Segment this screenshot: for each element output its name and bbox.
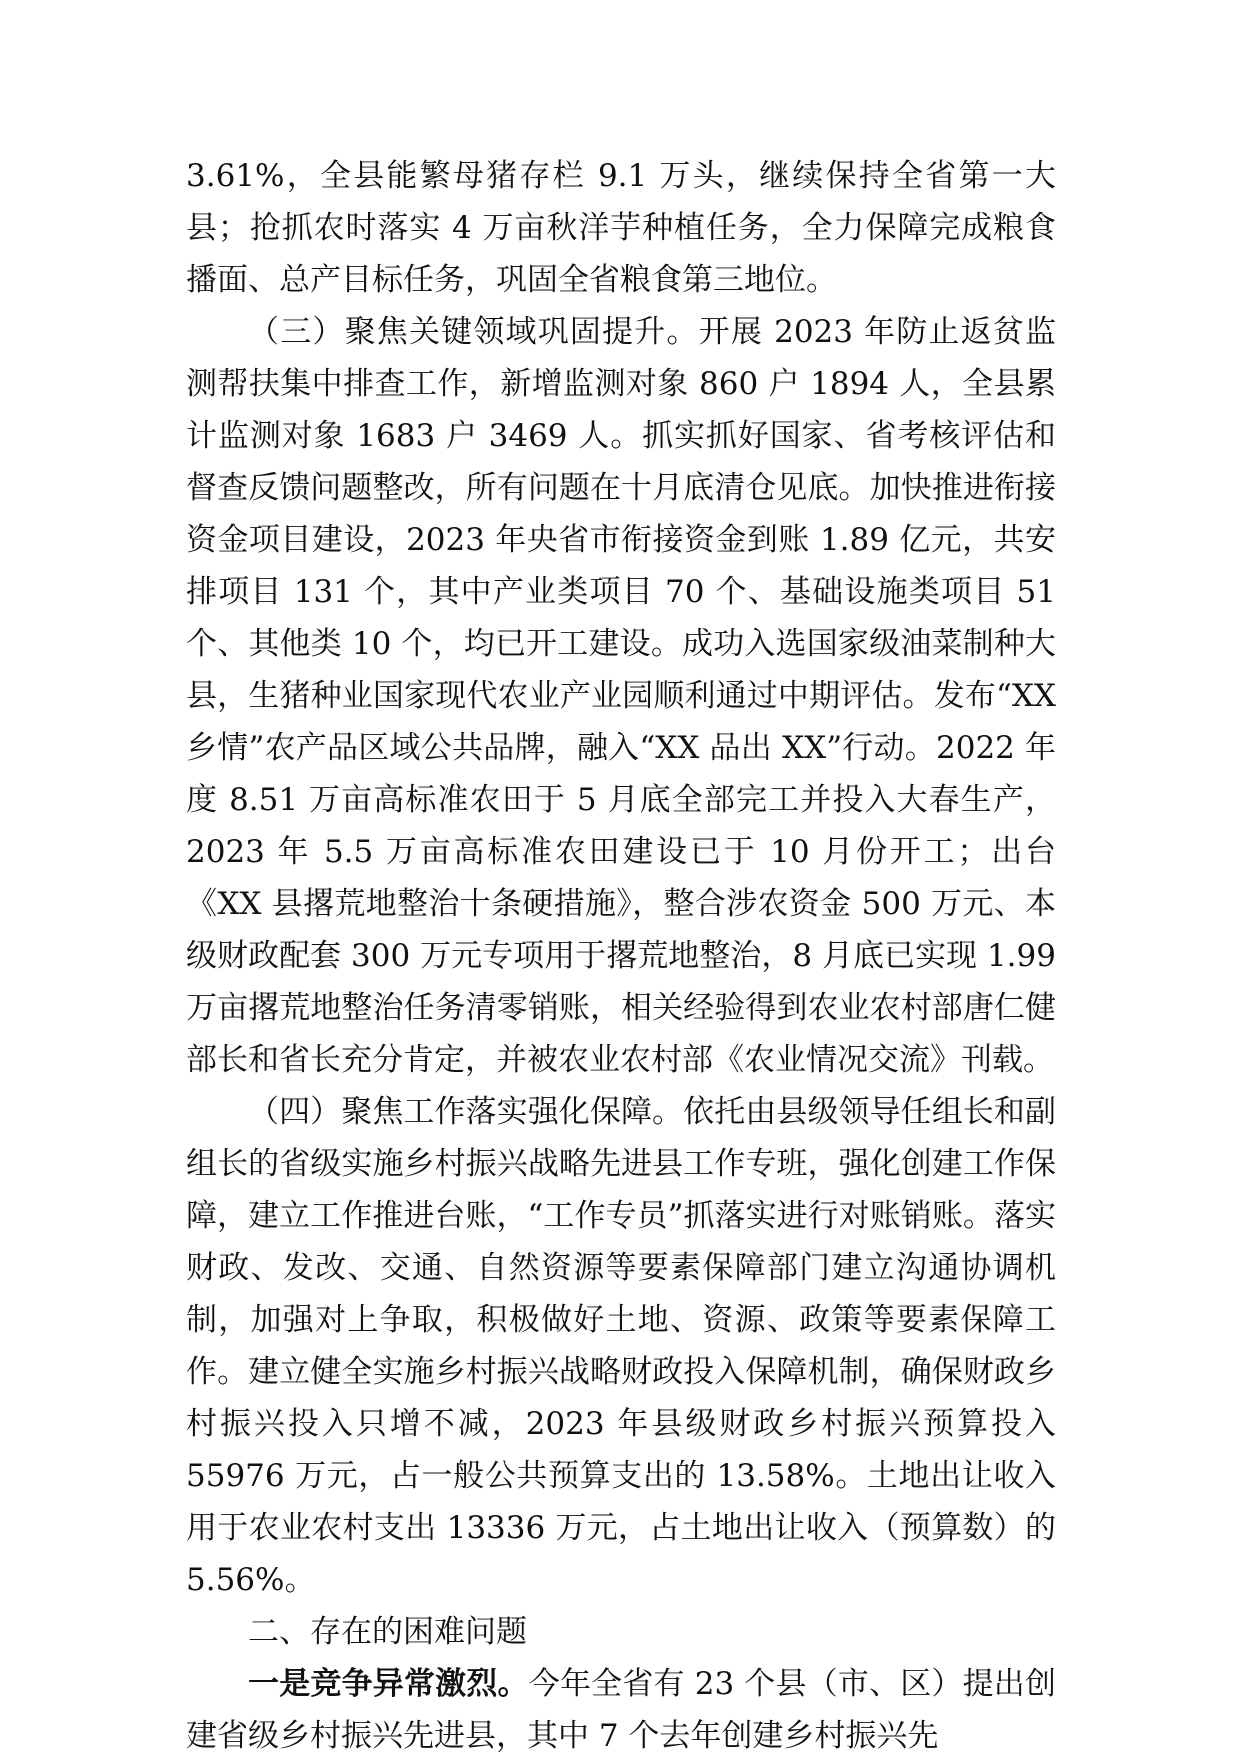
paragraph-difficulty-one — [186, 1658, 1056, 1762]
paragraph-continuation: 3.61%，全县能繁母猪存栏 9.1 万头，继续保持全省第一大县；抢抓农时落实 4 万亩秋洋芋种植任务，全力保障完成粮食播面、总产目标任务，巩固全省粮食第三地位。 — [186, 158, 1056, 298]
paragraph-body-text: 今年全省有 23 个县（市、区）提出创建省级乡村振兴先进县，其中 7 个去年创建乡村振兴先 — [186, 1666, 1057, 1754]
paragraph-section-four: （四）聚焦工作落实强化保障。依托由县级领导任组长和副组长的省级实施乡村振兴战略先进县工作专班，强化创建工作保障，建立工作推进台账，“工作专员”抓落实进行对账销账。落实财政、发改、交通、自然资源等要素保障部门建立沟通协调机制，加强对上争取，积极做好土地、资源、政策等要素保障工作。建立健全实施乡村振兴战略财政投入保障机制，确保财政乡村振兴投入只增不减，2023 年县级财政乡村振兴预算投入 55976 万元，占一般公共预算支出的 13.58%。土地出让收入用于农业农村支出 13336 万元，占土地出让收入（预算数）的 5.56%。 — [186, 1094, 1056, 1598]
document-page — [186, 150, 1056, 1762]
paragraph-lead-text: 一是竞争异常激烈。 — [248, 1666, 529, 1702]
section-heading: 二、存在的困难问题 — [248, 1614, 527, 1650]
paragraph-section-three: （三）聚焦关键领域巩固提升。开展 2023 年防止返贫监测帮扶集中排查工作，新增监测对象 860 户 1894 人，全县累计监测对象 1683 户 3469 人。抓实抓好国家、省考核评估和督查反馈问题整改，所有问题在十月底清仓见底。加快推进衔接资金项目建设，2023 年央省市衔接资金到账 1.89 亿元，共安排项目 131 个，其中产业类项目 70 个、基础设施类项目 51 个、其他类 10 个，均已开工建设。成功入选国家级油菜制种大县，生猪种业国家现代农业产业园顺利通过中期评估。发布“XX 乡情”农产品区域公共品牌，融入“XX 品出 XX”行动。2022 年度 8.51 万亩高标准农田于 5 月底全部完工并投入大春生产，2023 年 5.5 万亩高标准农田建设已于 10 月份开工；出台《XX 县撂荒地整治十条硬措施》，整合涉农资金 500 万元、本级财政配套 300 万元专项用于撂荒地整治，8 月底已实现 1.99 万亩撂荒地整治任务清零销账，相关经验得到农业农村部唐仁健部长和省长充分肯定，并被农业农村部《农业情况交流》刊载。 — [186, 314, 1056, 1078]
